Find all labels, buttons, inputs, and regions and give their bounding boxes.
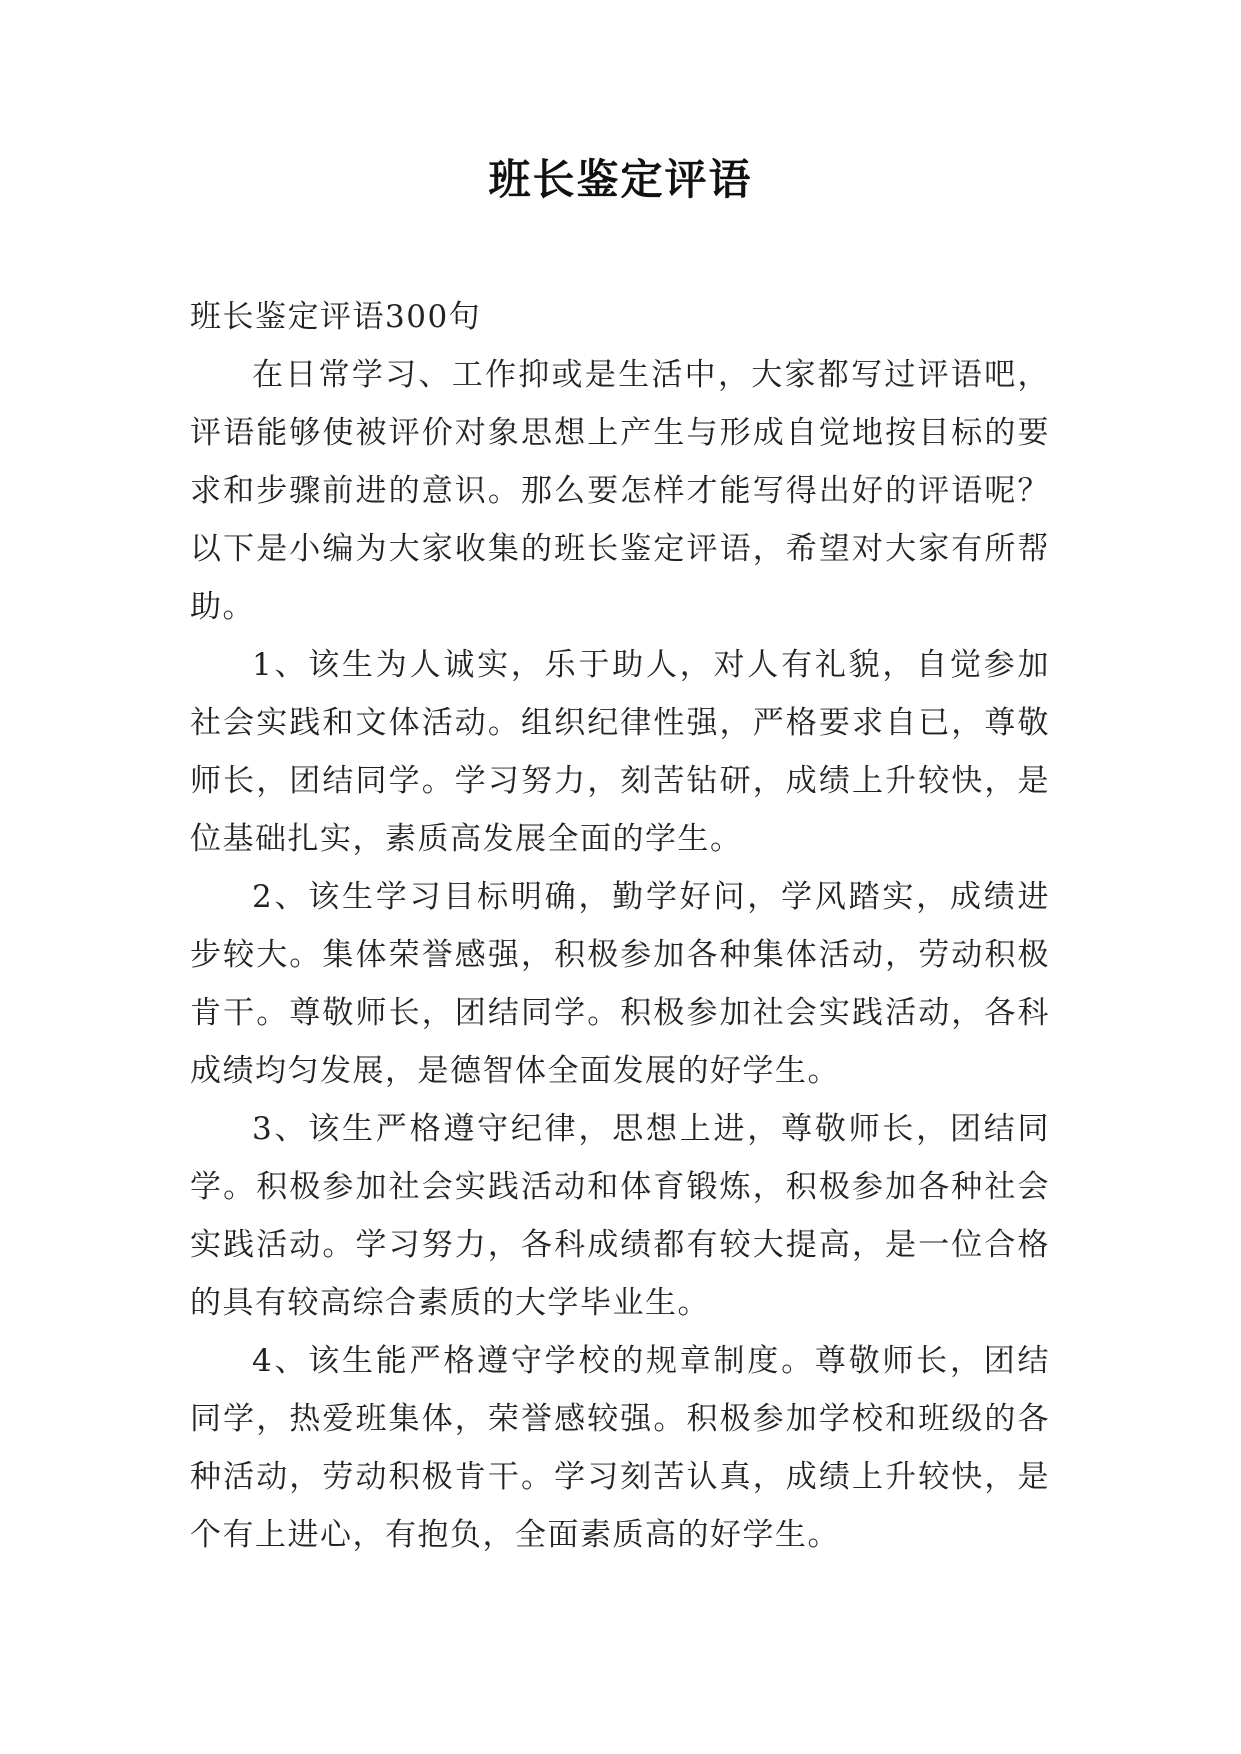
comment-paragraph-2: 2、该生学习目标明确，勤学好问，学风踏实，成绩进步较大。集体荣誉感强，积极参加各种集体活动，劳动积极肯干。尊敬师长，团结同学。积极参加社会实践活动，各科成绩均匀发展，是德智体全面发展的好学生。 xyxy=(190,879,1050,1089)
document-title: 班长鉴定评语 xyxy=(488,155,753,204)
document-subtitle: 班长鉴定评语300句 xyxy=(190,299,482,335)
comment-paragraph-1: 1、该生为人诚实，乐于助人，对人有礼貌，自觉参加社会实践和文体活动。组织纪律性强，严格要求自已，尊敬师长，团结同学。学习努力，刻苦钻研，成绩上升较快，是位基础扎实，素质高发展全面的学生。 xyxy=(190,647,1050,857)
comment-paragraph-4: 4、该生能严格遵守学校的规章制度。尊敬师长，团结同学，热爱班集体，荣誉感较强。积极参加学校和班级的各种活动，劳动积极肯干。学习刻苦认真，成绩上升较快，是个有上进心，有抱负，全面素质高的好学生。 xyxy=(190,1343,1050,1553)
document-body xyxy=(190,288,1050,1564)
comment-paragraph-3: 3、该生严格遵守纪律，思想上进，尊敬师长，团结同学。积极参加社会实践活动和体育锻炼，积极参加各种社会实践活动。学习努力，各科成绩都有较大提高，是一位合格的具有较高综合素质的大学毕业生。 xyxy=(190,1111,1050,1321)
intro-paragraph: 在日常学习、工作抑或是生活中，大家都写过评语吧，评语能够使被评价对象思想上产生与形成自觉地按目标的要求和步骤前进的意识。那么要怎样才能写得出好的评语呢？以下是小编为大家收集的班长鉴定评语，希望对大家有所帮助。 xyxy=(190,357,1050,625)
